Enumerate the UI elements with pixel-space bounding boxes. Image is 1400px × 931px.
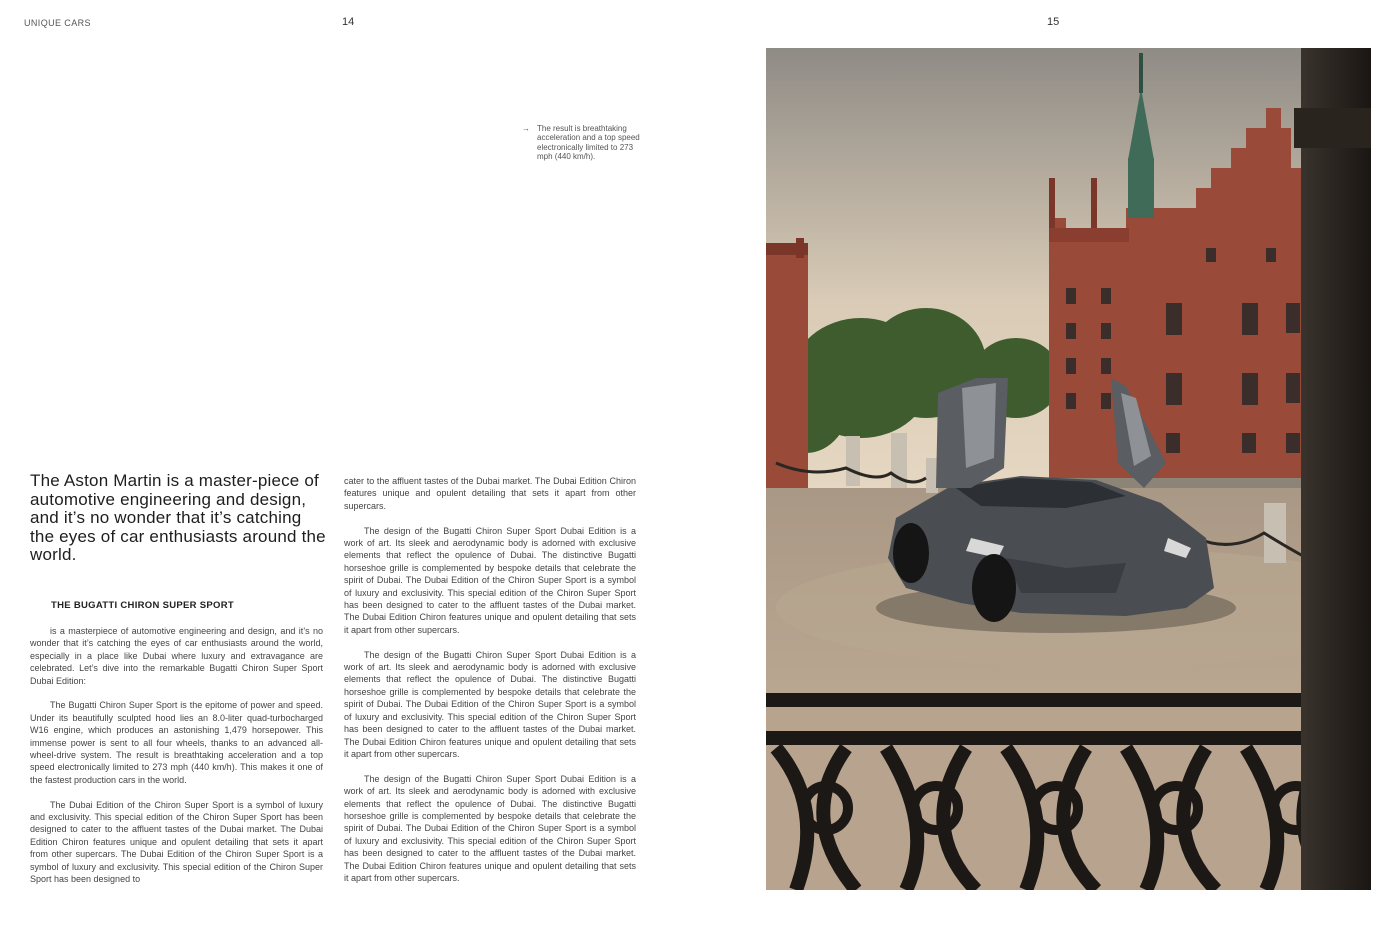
right-page xyxy=(700,0,1400,931)
body-paragraph: The Dubai Edition of the Chiron Super Sport is a symbol of luxury and exclusivity. This special edition of the Chiron Super Sport has been designed to cater to the affluent tastes of the Dubai market. The Dubai Edition Chiron features unique and opulent detailing that sets it apart from other supercars. The Dubai Edition of the Chiron Super Sport is a symbol of luxury and exclusivity. This special edition of the Chiron Super Sport has been designed to xyxy=(30,799,323,885)
body-column-1 xyxy=(30,625,323,887)
photo-caption xyxy=(522,124,642,162)
body-paragraph: The design of the Bugatti Chiron Super Sport Dubai Edition is a work of art. Its sleek and aerodynamic body is adorned with exclusive elements that reflect the opulence of Dubai. The distinctive Bugatti horseshoe grille is complemented by bespoke details that celebrate the spirit of Dubai. The Dubai Edition of the Chiron Super Sport is a symbol of luxury and exclusivity. This special edition of the Chiron Super Sport has been designed to cater to the affluent tastes of the Dubai market. The Dubai Edition Chiron features unique and opulent detailing that sets it apart from other supercars. xyxy=(344,525,636,635)
arrow-right-icon: → xyxy=(522,124,530,133)
body-paragraph: The Bugatti Chiron Super Sport is the epitome of power and speed. Under its beautifully sculpted hood lies an 8.0-liter quad-turbocharged W16 engine, which produces an astonishing 1,479 horsepower. This immense power is sent to all four wheels, thanks to an advanced all-wheel-drive system. The result is breathtaking acceleration and a top speed electronically limited to 273 mph (440 km/h). This makes it one of the fastest production cars in the world. xyxy=(30,700,323,785)
castle-supercar-photo xyxy=(766,48,1371,890)
body-paragraph: is a masterpiece of automotive engineering and design, and it’s no wonder that it’s catching the eyes of car enthusiasts around the world, especially in a place like Dubai where luxury and extravagance are celebrated. Let’s dive into the remarkable Bugatti Chiron Super Sport Dubai Edition: xyxy=(30,626,323,686)
caption-text: The result is breathtaking acceleration and a top speed electronically limited to 273 mph (440 km/h). xyxy=(537,124,640,162)
page-number-right: 15 xyxy=(1047,16,1060,28)
body-paragraph: cater to the affluent tastes of the Dubai market. The Dubai Edition Chiron features unique and opulent detailing that sets it apart from other supercars. xyxy=(344,476,636,511)
body-column-2 xyxy=(344,475,636,889)
section-subheading: THE BUGATTI CHIRON SUPER SPORT xyxy=(51,600,234,611)
photo-castle-supercar-icon xyxy=(766,48,1371,890)
page-number-left: 14 xyxy=(342,16,355,28)
running-head: UNIQUE CARS xyxy=(24,18,91,28)
body-paragraph: The design of the Bugatti Chiron Super Sport Dubai Edition is a work of art. Its sleek and aerodynamic body is adorned with exclusive elements that reflect the opulence of Dubai. The distinctive Bugatti horseshoe grille is complemented by bespoke details that celebrate the spirit of Dubai. The Dubai Edition of the Chiron Super Sport is a symbol of luxury and exclusivity. This special edition of the Chiron Super Sport has been designed to cater to the affluent tastes of the Dubai market. The Dubai Edition Chiron features unique and opulent detailing that sets it apart from other supercars. xyxy=(344,773,636,883)
body-paragraph: The design of the Bugatti Chiron Super Sport Dubai Edition is a work of art. Its sleek and aerodynamic body is adorned with exclusive elements that reflect the opulence of Dubai. The distinctive Bugatti horseshoe grille is complemented by bespoke details that celebrate the spirit of Dubai. The Dubai Edition of the Chiron Super Sport is a symbol of luxury and exclusivity. This special edition of the Chiron Super Sport has been designed to cater to the affluent tastes of the Dubai market. The Dubai Edition Chiron features unique and opulent detailing that sets it apart from other supercars. xyxy=(344,649,636,759)
pull-quote: The Aston Martin is a master-piece of automotive engineering and design, and it’s no wonder that it’s catching the eyes of car enthusiasts around the world. xyxy=(30,471,326,565)
